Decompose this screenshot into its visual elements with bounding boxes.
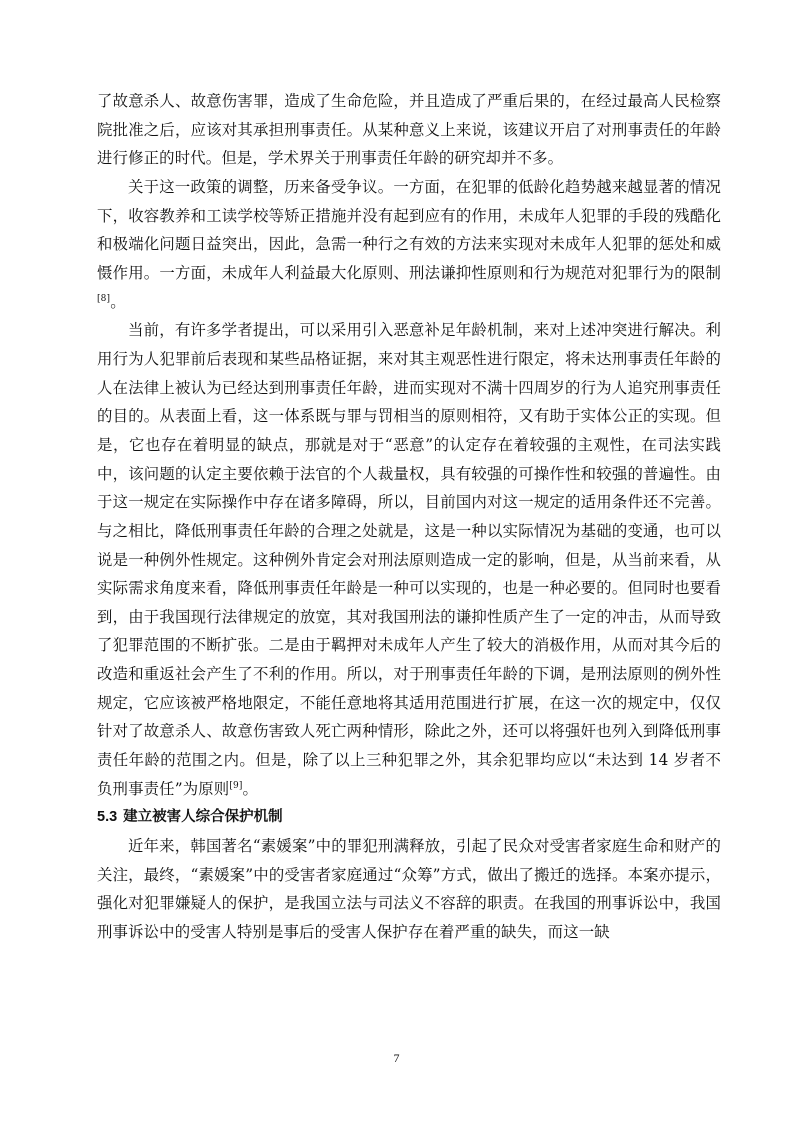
section-number: 5.3 (97, 809, 118, 826)
paragraph-4 (97, 832, 721, 947)
paragraph-3-tail: 。 (242, 779, 259, 798)
page-body (97, 87, 721, 947)
paragraph-1 (97, 87, 721, 173)
paragraph-1-text: 了故意杀人、故意伤害罪，造成了生命危险，并且造成了严重后果的，在经过最高人民检察院批准之后，应该对其承担刑事责任。从某种意义上来说，该建议开启了对刑事责任的年龄进行修正的时代。但是，学术界关于刑事责任年龄的研究却并不多。 (97, 92, 721, 168)
paragraph-2 (97, 173, 721, 316)
paragraph-4-text: 近年来，韩国著名“素媛案”中的罪犯刑满释放，引起了民众对受害者家庭生命和财产的关注，最终，“素媛案”中的受害者家庭通过“众筹”方式，做出了搬迁的选择。本案亦提示，强化对犯罪嫌疑人的保护，是我国立法与司法义不容辞的职责。在我国的刑事诉讼中，我国刑事诉讼中的受害人特别是事后的受害人保护存在着严重的缺失，而这一缺 (97, 837, 721, 942)
citation-8: [8] (97, 293, 111, 304)
page-number: 7 (393, 1051, 400, 1065)
paragraph-3-text: 当前，有许多学者提出，可以采用引入恶意补足年龄机制，来对上述冲突进行解决。利用行为人犯罪前后表现和某些品格证据，来对其主观恶性进行限定，将未达刑事责任年龄的人在法律上被认为已经达到刑事责任年龄，进而实现对不满十四周岁的行为人追究刑事责任的目的。从表面上看，这一体系既与罪与罚相当的原则相符，又有助于实体公正的实现。但是，它也存在着明显的缺点，那就是对于“恶意”的认定存在着较强的主观性，在司法实践中，该问题的认定主要依赖于法官的个人裁量权，具有较强的可操作性和较强的普遍性。由于这一规定在实际操作中存在诸多障碍，所以，目前国内对这一规定的适用条件还不完善。与之相比，降低刑事责任年龄的合理之处就是，这是一种以实际情况为基础的变通，也可以说是一种例外性规定。这种例外肯定会对刑法原则造成一定的影响，但是，从当前来看，从实际需求角度来看，降低刑事责任年龄是一种可以实现的，也是一种必要的。但同时也要看到，由于我国现行法律规定的放宽，其对我国刑法的谦抑性质产生了一定的冲击，从而导致了犯罪范围的不断扩张。二是由于羁押对未成年人产生了较大的消极作用，从而对其今后的改造和重返社会产生了不利的作用。所以，对于刑事责任年龄的下调，是刑法原则的例外性规定，它应该被严格地限定，不能任意地将其适用范围进行扩展，在这一次的规定中，仅仅针对了故意杀人、故意伤害致人死亡两种情形，除此之外，还可以将强奸也列入到降低刑事责任年龄的范围之内。但是，除了以上三种犯罪之外，其余犯罪均应以“未达到 14 岁者不负刑事责任”为原则 (97, 321, 721, 798)
paragraph-2-text: 关于这一政策的调整，历来备受争议。一方面，在犯罪的低龄化趋势越来越显著的情况下，收容教养和工读学校等矫正措施并没有起到应有的作用，未成年人犯罪的手段的残酷化和极端化问题日益突出，因此，急需一种行之有效的方法来实现对未成年人犯罪的惩处和威慑作用。一方面，未成年人利益最大化原则、刑法谦抑性原则和行为规范对犯罪行为的限制 (97, 177, 721, 282)
section-heading (97, 803, 721, 832)
section-title: 建立被害人综合保护机制 (123, 809, 283, 826)
paragraph-2-tail: 。 (110, 292, 126, 311)
paragraph-3 (97, 316, 721, 803)
citation-9: [9] (229, 780, 243, 791)
